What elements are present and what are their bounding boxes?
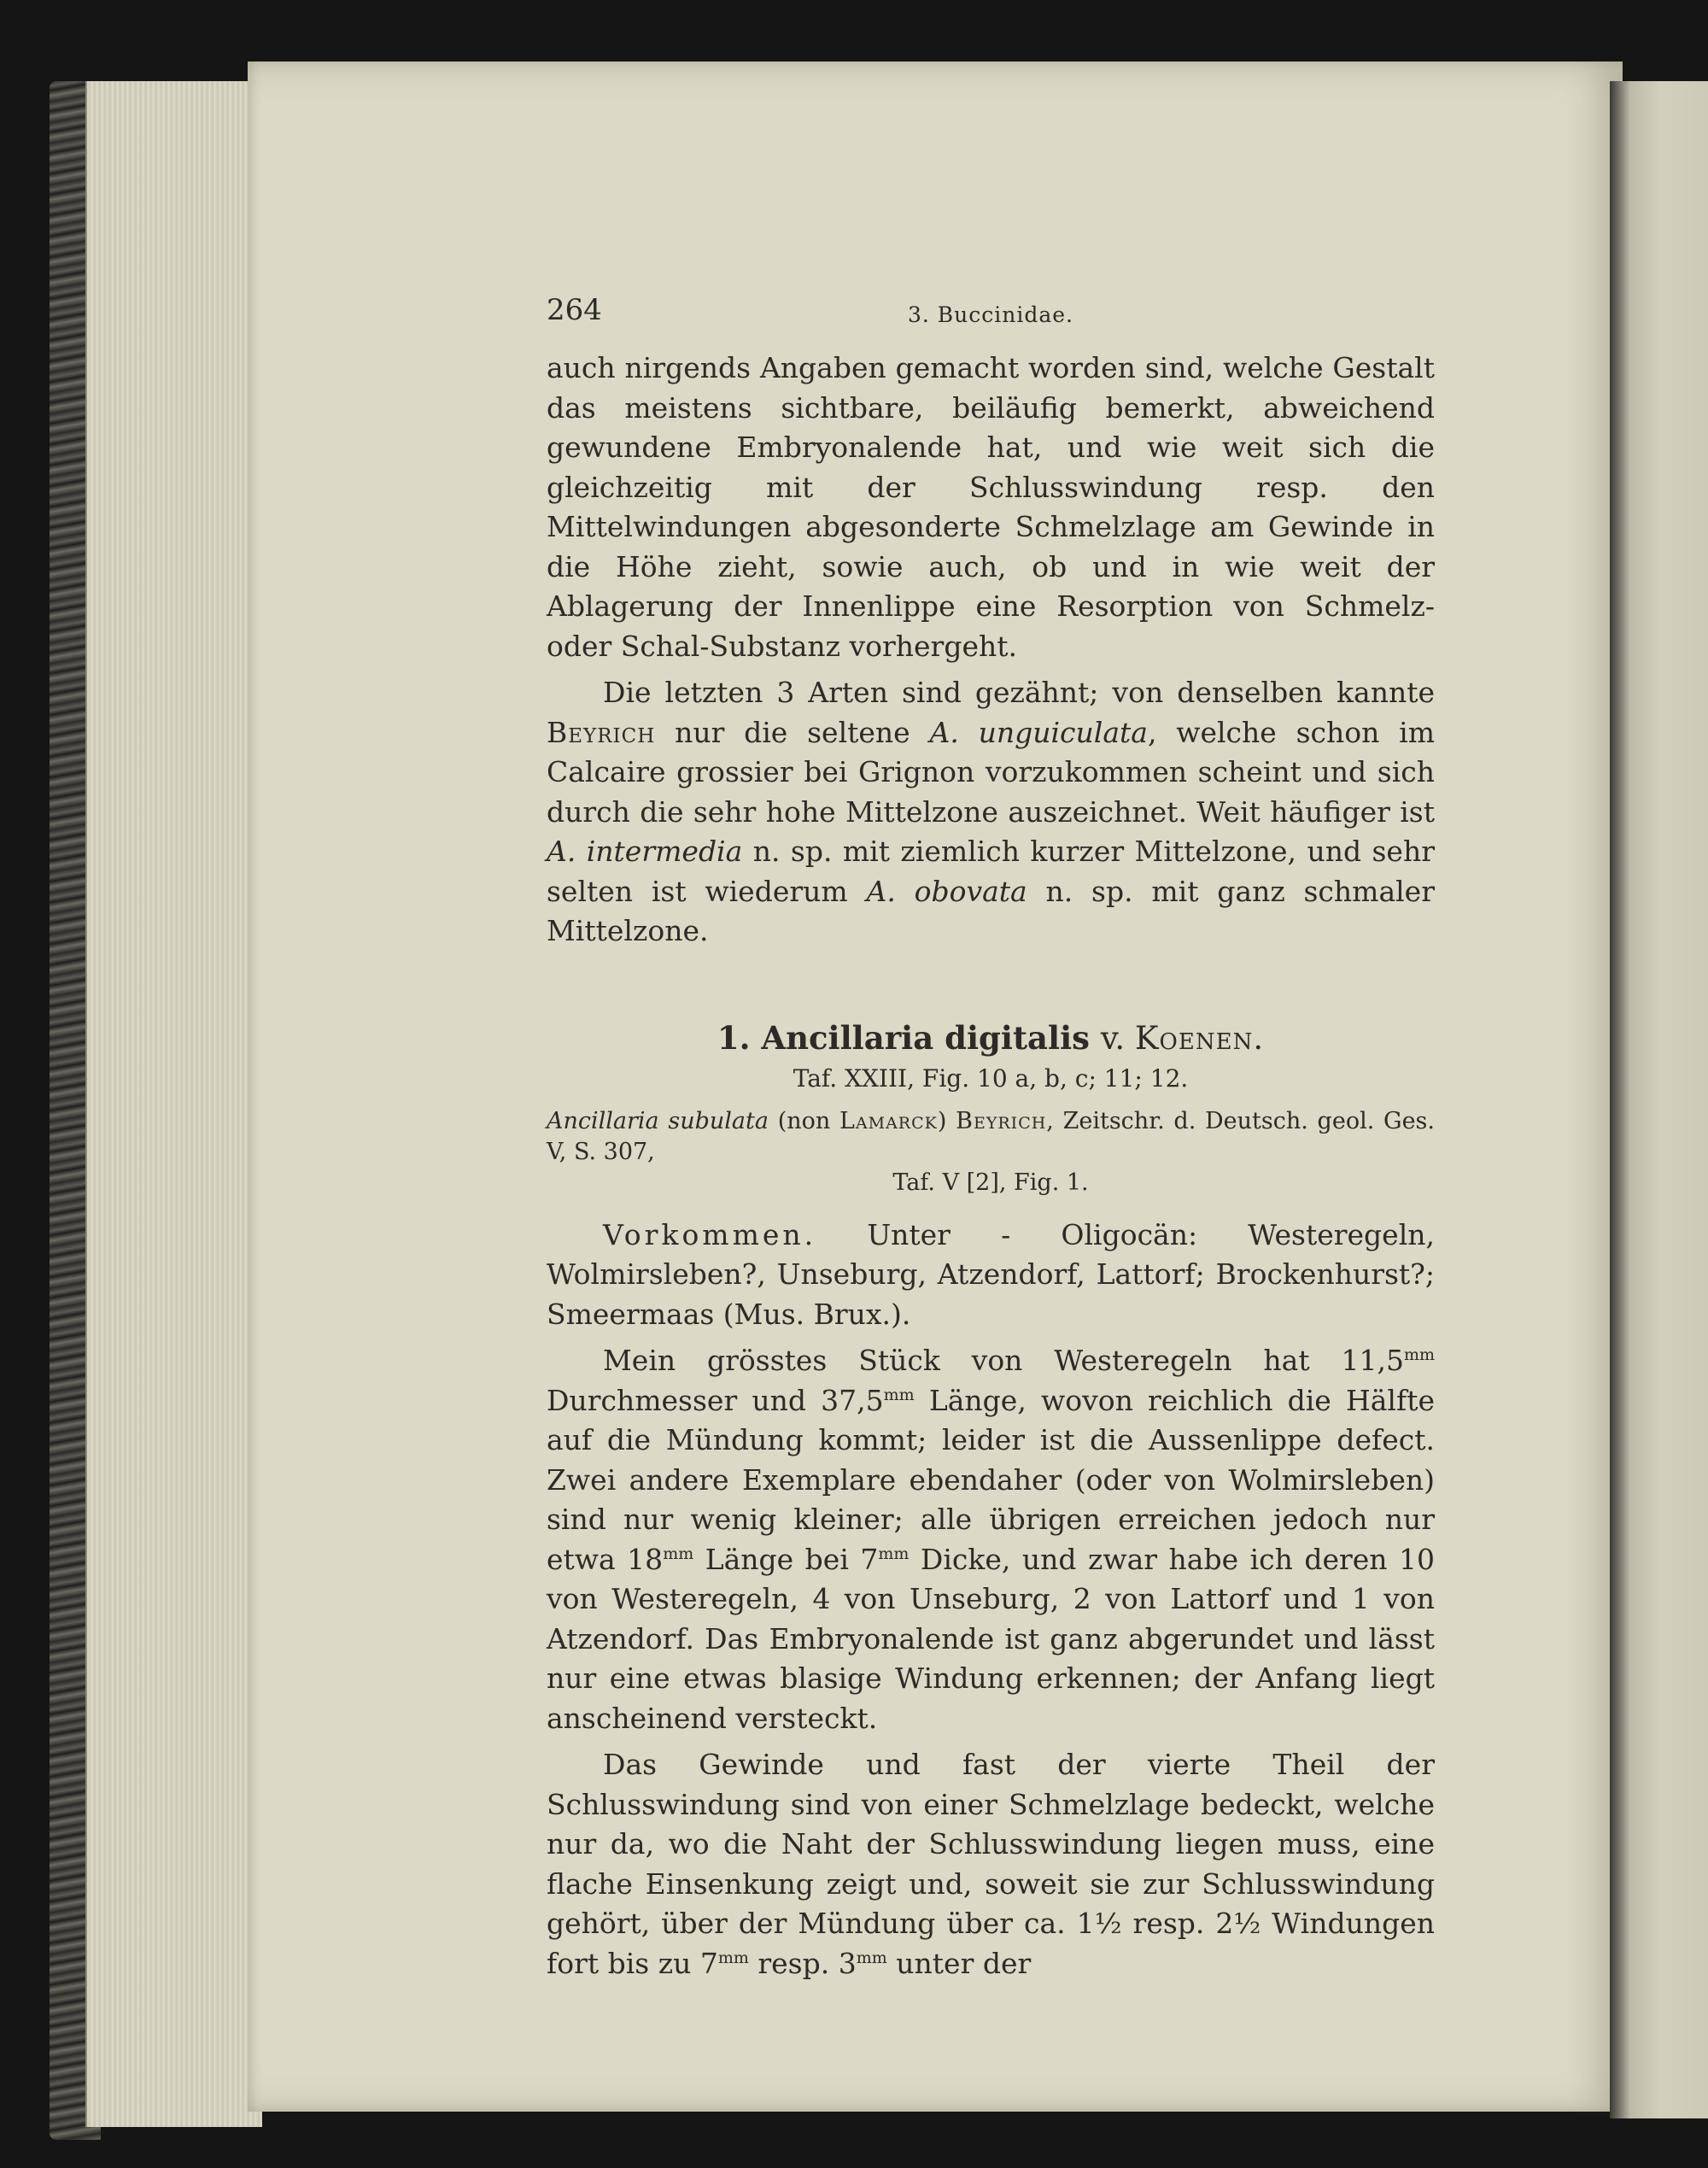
paragraph-3: Mein grösstes Stück von Westeregeln hat $11,5^{mm}$ Durchmesser und $37,5^{mm}$ Länge, wovon reichlich die Hälfte auf die Mündung kommt; leider ist die Aussenlippe defect. Zwei andere Exemplare ebendaher (oder von Wolmirsleben) sind nur wenig kleiner; alle übrigen erreichen jedoch nur etwa $18^{mm}$ Länge bei $7^{mm}$ Dicke, und zwar habe ich deren 10 von Westeregeln, 4 von Unseburg, 2 von Lattorf und 1 von Atzendorf. Das Embryonalende ist ganz abgerundet und lässt nur eine etwas blasige Windung erkennen; der Anfang liegt anscheinend versteckt.: [547, 1344, 1436, 1735]
author-name: Beyrich: [547, 715, 656, 749]
species-name: A. obovata: [866, 874, 1027, 908]
page-number: 264: [547, 293, 602, 327]
species-heading: 1. Ancillaria digitalis v. Koenen.: [717, 1018, 1265, 1057]
running-head: 3. Buccinidae.: [907, 302, 1074, 327]
paragraph-1: auch nirgends Angaben gemacht worden sind, welche Gestalt das meistens sichtbare, beiläufig bemerkt, abweichend gewundene Embryonalende hat, und wie weit sich die gleichzeitig mit der Schlusswindung resp. den Mittelwindungen abgesonderte Schmelzlage am Gewinde in die Höhe zieht, sowie auch, ob und in wie weit der Ablagerung der Innenlippe eine Resorption von Schmelz- oder Schal-Substanz vorhergeht.: [547, 351, 1435, 663]
occurrence-paragraph: Vorkommen. Unter - Oligocän: Westeregeln, Wolmirsleben?, Unseburg, Atzendorf, Lattorf; Brockenhurst?; Smeermaas (Mus. Brux.).: [547, 1217, 1435, 1331]
plate-reference: Taf. XXIII, Fig. 10 a, b, c; 11; 12.: [793, 1063, 1189, 1093]
paragraph-2: Die letzten 3 Arten sind gezähnt; von denselben kannte Beyrich nur die seltene A. unguiculata, welche schon im Calcaire grossier bei Grignon vorzukommen scheint und sich durch die sehr hohe Mittelzone auszeichnet. Weit häufiger ist A. intermedia n. sp. mit ziemlich kurzer Mittelzone, und sehr selten ist wiederum A. obovata n. sp. mit ganz schmaler Mittelzone.: [547, 676, 1435, 947]
occurrence-label: Vorkommen.: [603, 1217, 817, 1251]
page-edges: [85, 81, 262, 2127]
synonymy: Ancillaria subulata (non Lamarck) Beyrich, Zeitschr. d. Deutsch. geol. Ges. V, S. 307, Taf. V [2], Fig. 1.: [547, 1107, 1435, 1196]
species-name: A. unguiculata: [929, 715, 1148, 749]
species-name: A. intermedia: [547, 835, 743, 868]
next-page-edge: [1610, 81, 1708, 2118]
page-header: [547, 290, 1435, 330]
paragraph-4: Das Gewinde und fast der vierte Theil der Schlusswindung sind von einer Schmelzlage bedeckt, welche nur da, wo die Naht der Schlusswindung liegen muss, eine flache Einsenkung zeigt und, soweit sie zur Schlusswindung gehört, über der Mündung über ca. 1½ resp. 2½ Windungen fort bis zu $7^{mm}$ resp. $3^{mm}$ unter der: [547, 1748, 1435, 1980]
page-content: [547, 290, 1435, 1983]
